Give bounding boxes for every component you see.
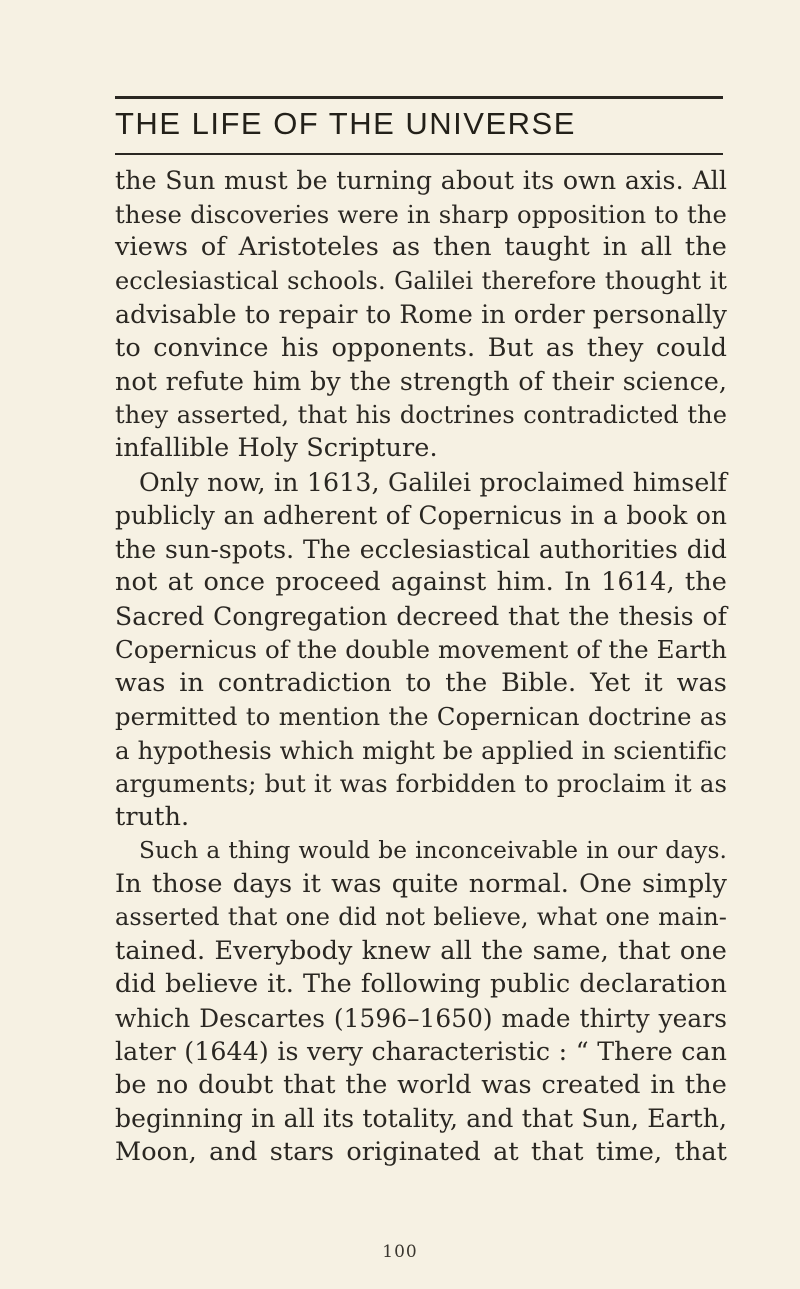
text-line: later (1644) is very characteristic : “ There can	[115, 1037, 727, 1066]
header-rule-bottom	[115, 153, 723, 155]
text-line: ecclesiastical schools. Galilei therefore thought it	[115, 266, 727, 295]
text-line: did believe it. The following public declaration	[115, 969, 727, 999]
text-line: Copernicus of the double movement of the Earth	[115, 635, 727, 664]
text-line: tained. Everybody knew all the same, that one	[115, 935, 727, 966]
text-line: the sun-spots. The ecclesiastical authorities did	[115, 534, 727, 564]
text-line: they asserted, that his doctrines contradicted the	[115, 400, 727, 429]
body-text	[115, 164, 727, 1169]
text-line: asserted that one did not believe, what one main-	[115, 903, 727, 931]
page-number: 100	[382, 1242, 418, 1262]
text-line: publicly an adherent of Copernicus in a book on	[115, 501, 727, 530]
text-line: arguments; but it was forbidden to proclaim it as	[115, 769, 727, 798]
text-line: which Descartes (1596–1650) made thirty years	[115, 1003, 727, 1033]
text-line: In those days it was quite normal. One simply	[115, 868, 727, 899]
text-line: the Sun must be turning about its own axis. All	[115, 166, 727, 195]
text-line: Such a thing would be inconceivable in our days.	[139, 837, 727, 864]
text-line: permitted to mention the Copernican doctrine as	[115, 702, 727, 731]
text-line: these discoveries were in sharp opposition to the	[115, 199, 727, 229]
text-line: truth.	[115, 801, 190, 832]
text-line: to convince his opponents. But as they could	[115, 332, 727, 363]
text-line: be no doubt that the world was created in the	[115, 1069, 727, 1100]
text-line: advisable to repair to Rome in order personally	[115, 300, 727, 329]
header-rule-top	[115, 96, 723, 99]
running-head: THE LIFE OF THE UNIVERSE	[115, 106, 576, 141]
text-line: infallible Holy Scripture.	[115, 433, 438, 463]
text-line: not at once proceed against him. In 1614, the	[115, 567, 727, 597]
text-line: Moon, and stars originated at that time, that	[115, 1136, 727, 1167]
text-line: views of Aristoteles as then taught in all the	[115, 232, 727, 262]
text-line: not refute him by the strength of their science,	[115, 367, 727, 396]
text-line: Only now, in 1613, Galilei proclaimed himself	[139, 467, 727, 497]
text-line: beginning in all its totality, and that Sun, Earth,	[115, 1104, 727, 1133]
text-line: a hypothesis which might be applied in scientific	[115, 735, 727, 765]
text-line: was in contradiction to the Bible. Yet it was	[115, 667, 727, 698]
text-line: Sacred Congregation decreed that the thesis of	[115, 601, 727, 631]
